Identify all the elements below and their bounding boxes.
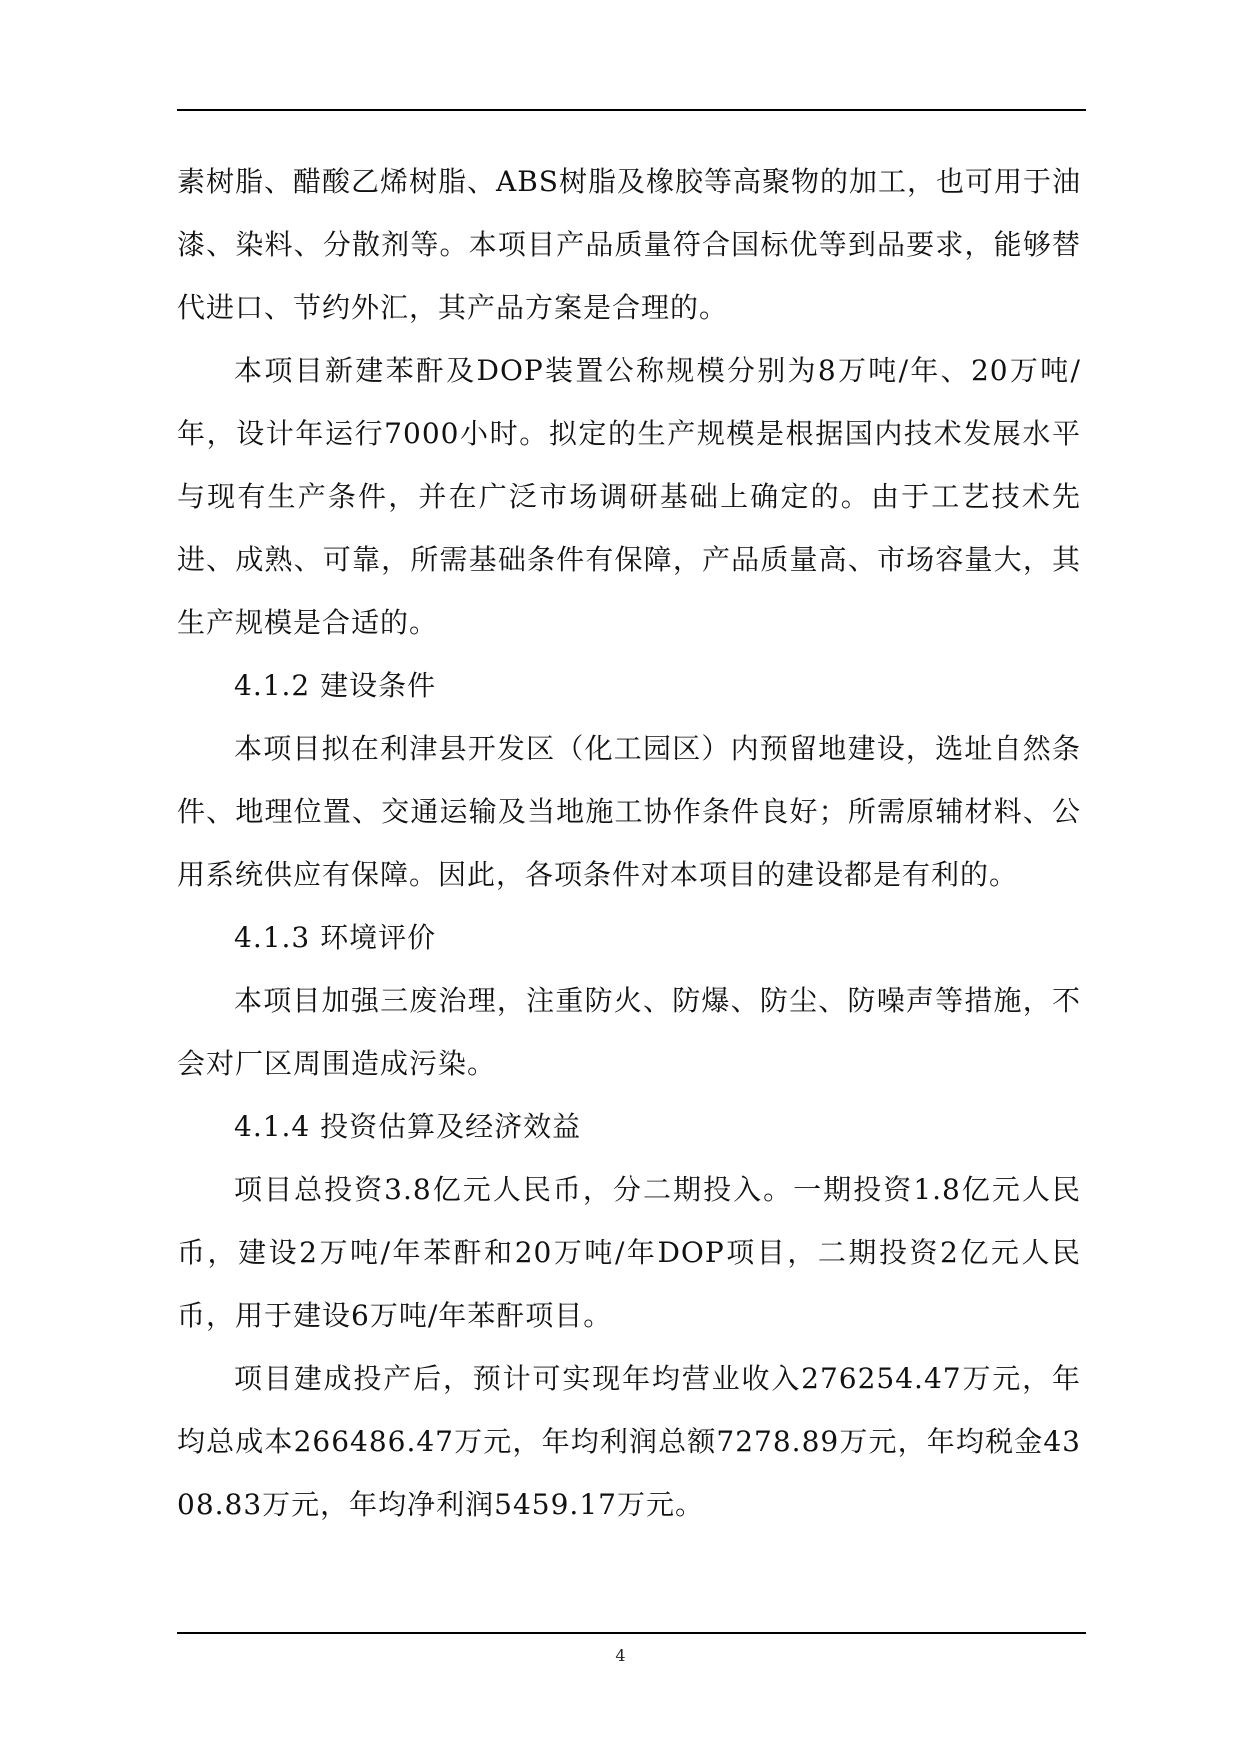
paragraph-construction-conditions: 本项目拟在利津县开发区（化工园区）内预留地建设，选址自然条件、地理位置、交通运输及当地施工协作条件良好；所需原辅材料、公用系统供应有保障。因此，各项条件对本项目的建设都是有利的。 [177, 732, 1081, 891]
heading-construction-conditions: 4.1.2 建设条件 [234, 669, 437, 702]
paragraph-total-investment: 项目总投资3.8亿元人民币，分二期投入。一期投资1.8亿元人民币，建设2万吨/年苯酐和20万吨/年DOP项目，二期投资2亿元人民币，用于建设6万吨/年苯酐项目。 [177, 1173, 1081, 1332]
footer-rule [177, 1632, 1086, 1634]
paragraph-product-uses: 素树脂、醋酸乙烯树脂、ABS树脂及橡胶等高聚物的加工，也可用于油漆、染料、分散剂等。本项目产品质量符合国标优等到品要求，能够替代进口、节约外汇，其产品方案是合理的。 [177, 165, 1081, 324]
page-body [177, 150, 1081, 1536]
heading-environmental-assessment: 4.1.3 环境评价 [234, 921, 437, 954]
paragraph-production-scale: 本项目新建苯酐及DOP装置公称规模分别为8万吨/年、20万吨/年，设计年运行7000小时。拟定的生产规模是根据国内技术发展水平与现有生产条件，并在广泛市场调研基础上确定的。由于工艺技术先进、成熟、可靠，所需基础条件有保障，产品质量高、市场容量大，其生产规模是合适的。 [177, 354, 1081, 639]
heading-investment-benefits: 4.1.4 投资估算及经济效益 [234, 1110, 582, 1143]
page-number: 4 [615, 1646, 626, 1665]
paragraph-environmental-assessment: 本项目加强三废治理，注重防火、防爆、防尘、防噪声等措施，不会对厂区周围造成污染。 [177, 984, 1081, 1080]
header-rule [177, 109, 1086, 111]
paragraph-economic-benefits: 项目建成投产后，预计可实现年均营业收入276254.47万元，年均总成本266486.47万元，年均利润总额7278.89万元，年均税金4308.83万元，年均净利润5459.17万元。 [177, 1362, 1081, 1521]
